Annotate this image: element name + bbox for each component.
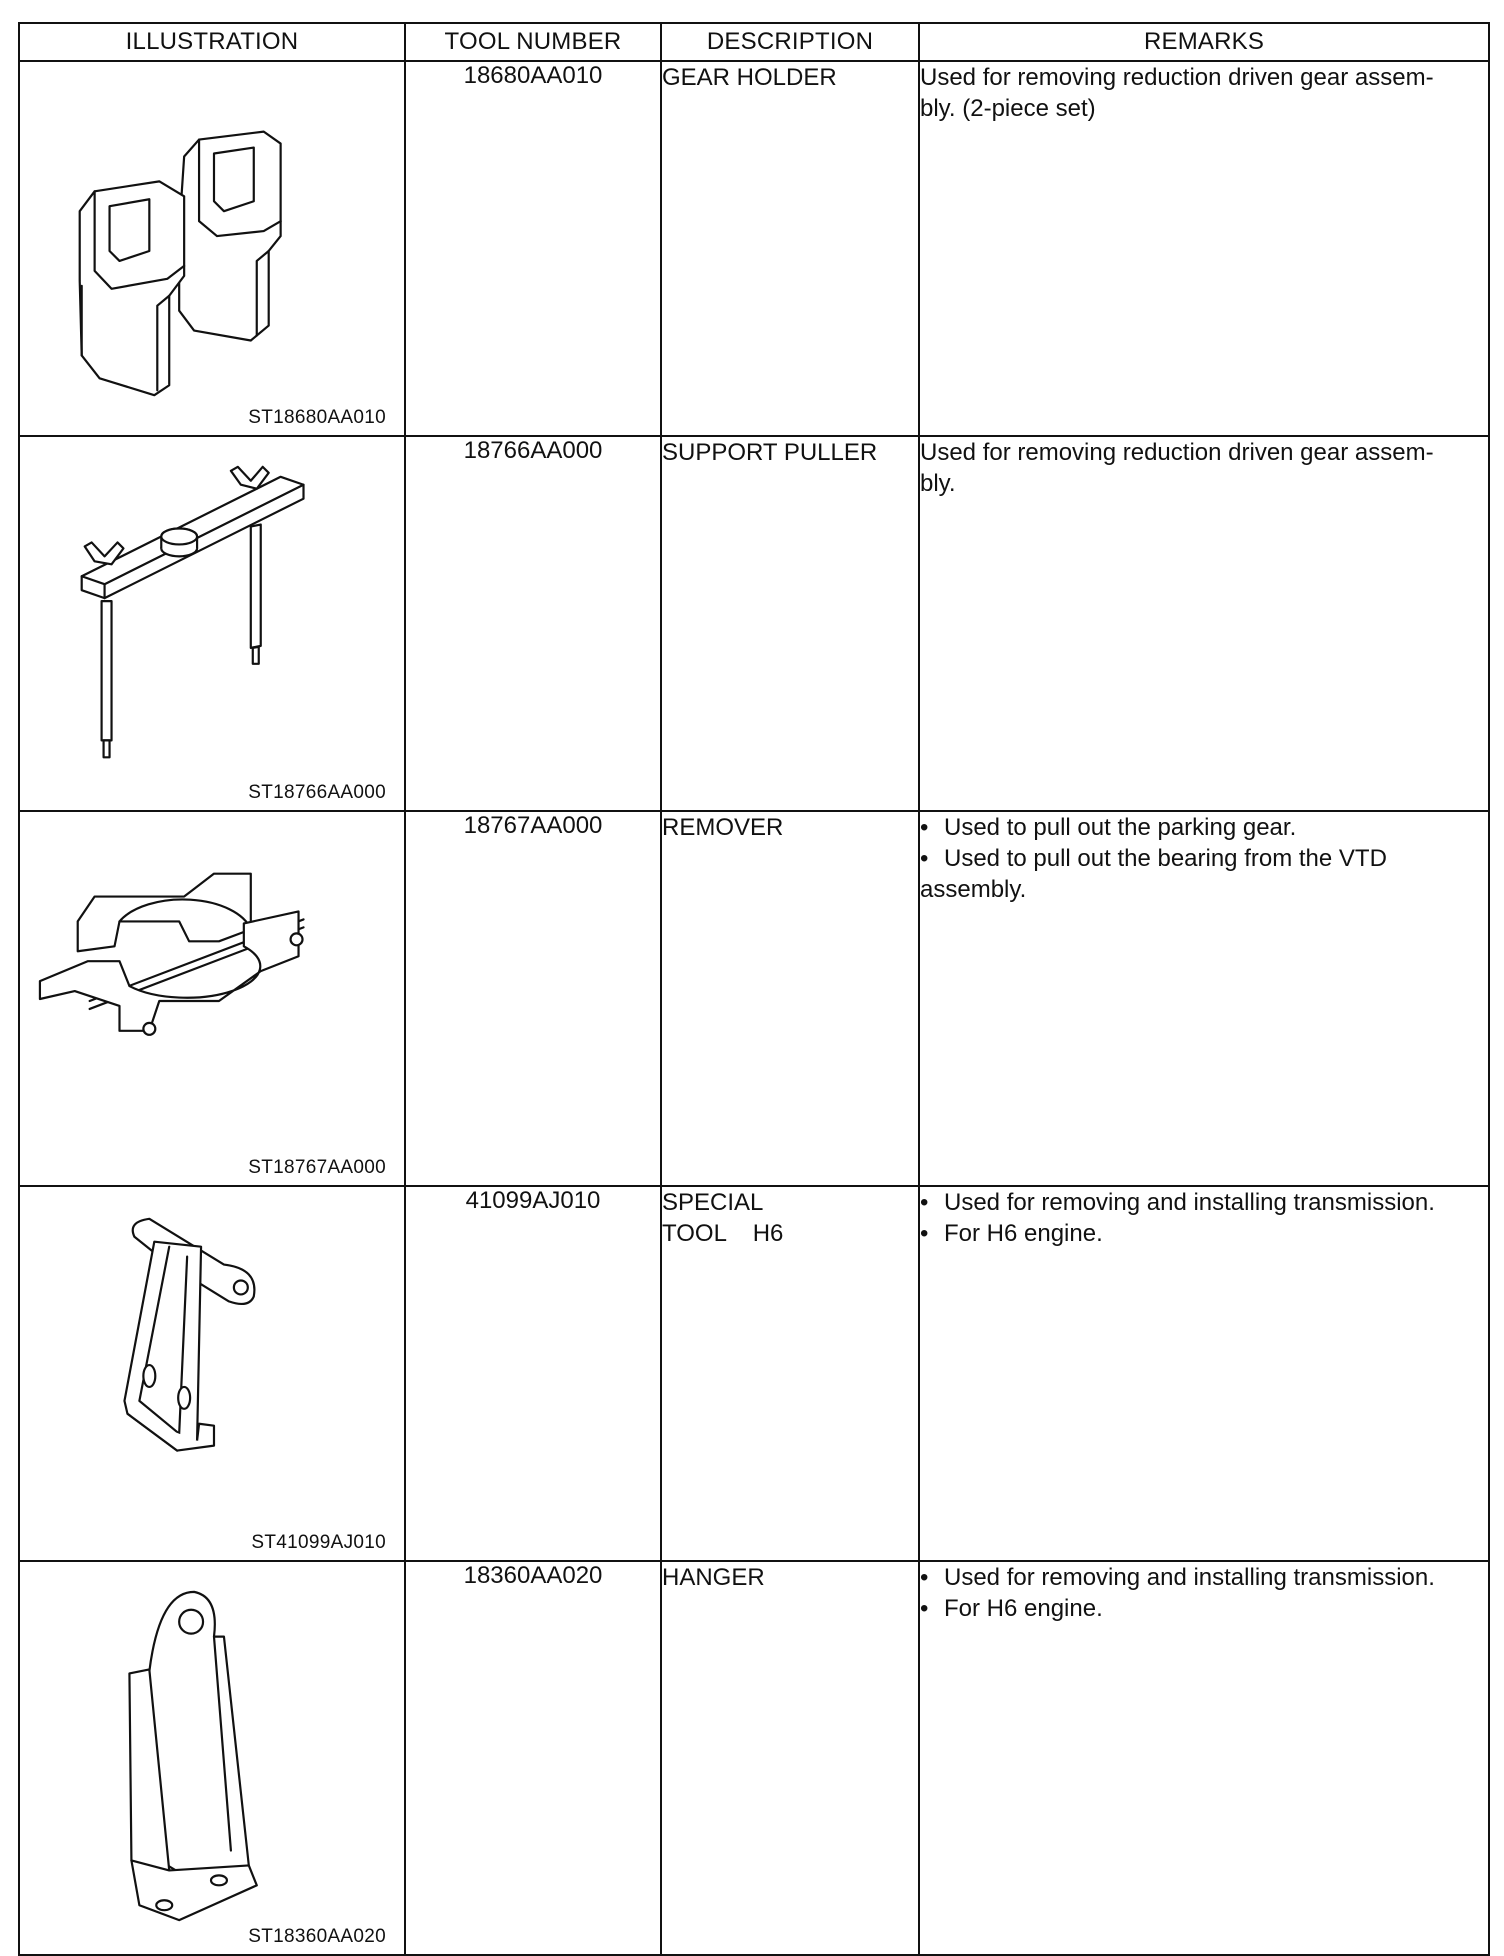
table-row [19,1561,1489,1955]
tool-description [661,1186,919,1561]
illustration-cell [19,61,405,436]
special-tools-table [18,22,1490,1956]
description-line: HANGER [662,1564,765,1591]
figure-code: ST41099AJ010 [251,1532,386,1553]
remarks-line: bly. [920,470,956,497]
gear-holder-illustration [20,62,404,435]
remarks-line: bly. (2-piece set) [920,95,1096,122]
tool-remarks [919,811,1489,1186]
description-line: GEAR HOLDER [662,64,837,91]
description-line: TOOL H6 [662,1220,784,1247]
remarks-bullet: • For H6 engine. [920,1220,1103,1247]
hanger-illustration [20,1562,404,1954]
remover-illustration [20,812,404,1185]
figure-code: ST18767AA000 [248,1157,386,1178]
table-row [19,436,1489,811]
remarks-line: Used for removing reduction driven gear assem- [920,439,1434,466]
illustration-cell [19,436,405,811]
tool-number: 41099AJ010 [405,1186,661,1561]
tool-remarks [919,1186,1489,1561]
remarks-bullet: • Used to pull out the bearing from the VTD [920,845,1387,872]
header-remarks: REMARKS [919,23,1489,61]
remarks-bullet: • Used for removing and installing transmission. [920,1189,1435,1216]
special-tool-h6-illustration [20,1187,404,1560]
description-line: SUPPORT PULLER [662,439,878,466]
support-puller-illustration [20,437,404,810]
description-line: SPECIAL [662,1189,764,1216]
tool-remarks [919,1561,1489,1955]
remarks-bullet: • Used for removing and installing transmission. [920,1564,1435,1591]
remarks-bullet: • Used to pull out the parking gear. [920,814,1297,841]
remarks-bullet: • For H6 engine. [920,1595,1103,1622]
header-row [19,23,1489,61]
tool-description [661,436,919,811]
illustration-cell [19,1186,405,1561]
figure-code: ST18680AA010 [248,407,386,428]
header-description: DESCRIPTION [661,23,919,61]
illustration-cell [19,1561,405,1955]
tool-remarks [919,61,1489,436]
figure-code: ST18360AA020 [248,1926,386,1947]
tool-number: 18360AA020 [405,1561,661,1955]
remarks-line: Used for removing reduction driven gear assem- [920,64,1434,91]
header-illustration: ILLUSTRATION [19,23,405,61]
remarks-line: assembly. [920,876,1027,903]
tool-description [661,811,919,1186]
table-row [19,61,1489,436]
figure-code: ST18766AA000 [248,782,386,803]
description-line: REMOVER [662,814,784,841]
tool-description [661,61,919,436]
header-tool-number: TOOL NUMBER [405,23,661,61]
tool-number: 18766AA000 [405,436,661,811]
table-row [19,1186,1489,1561]
tool-remarks [919,436,1489,811]
tool-description [661,1561,919,1955]
tool-number: 18680AA010 [405,61,661,436]
illustration-cell [19,811,405,1186]
tool-number: 18767AA000 [405,811,661,1186]
table-row [19,811,1489,1186]
